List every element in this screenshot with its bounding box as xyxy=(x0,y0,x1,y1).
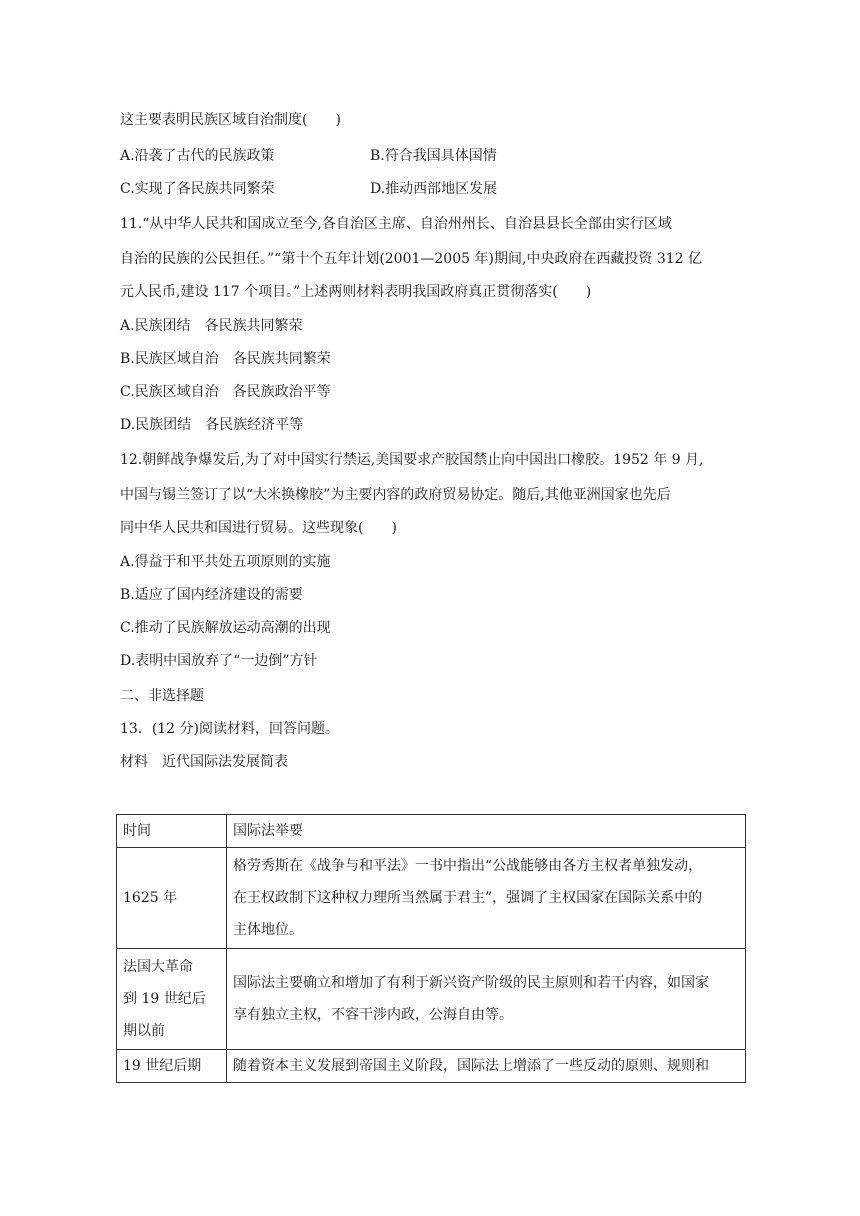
q12-option-c: C.推动了民族解放运动高潮的出现 xyxy=(120,620,331,636)
table-cell-content xyxy=(227,1050,746,1083)
q11-stem-line: 11.“从中华人民共和国成立至今,各自治区主席、自治州州长、自治县县长全部由实行区域 xyxy=(120,216,672,232)
q10-option-c: C.实现了各民族共同繁荣 xyxy=(120,181,275,197)
q12-option-d: D.表明中国放弃了“一边倒”方针 xyxy=(120,653,318,669)
cell-line: 随着资本主义发展到帝国主义阶段，国际法上增添了一些反动的原则、规则和 xyxy=(233,1058,709,1074)
international-law-table xyxy=(116,814,746,1083)
cell-line: 主体地位。 xyxy=(233,922,303,938)
q11-stem-line: 元人民币,建设 117 个项目。”上述两则材料表明我国政府真正贯彻落实( ) xyxy=(120,284,592,300)
cell-line: 19 世纪后期 xyxy=(123,1058,202,1074)
q11-option-d: D.民族团结 各民族经济平等 xyxy=(120,417,304,433)
q11-option-c: C.民族区域自治 各民族政治平等 xyxy=(120,384,331,400)
q12-option-b: B.适应了国内经济建设的需要 xyxy=(120,587,303,603)
cell-line: 国际法主要确立和增加了有利于新兴资产阶级的民主原则和若干内容，如国家 xyxy=(233,975,709,991)
section-heading: 二、非选择题 xyxy=(120,688,204,704)
q10-option-d: D.推动西部地区发展 xyxy=(370,181,498,197)
table-row xyxy=(117,848,746,949)
q12-stem-line: 12.朝鲜战争爆发后,为了对中国实行禁运,美国要求产胶国禁止向中国出口橡胶。1952 年 9 月, xyxy=(120,452,704,468)
cell-line: 1625 年 xyxy=(123,890,178,906)
q12-option-a: A.得益于和平共处五项原则的实施 xyxy=(120,554,331,570)
table-header-cell: 时间 xyxy=(117,815,227,848)
cell-line: 期以前 xyxy=(123,1023,165,1039)
cell-line: 享有独立主权，不容干涉内政，公海自由等。 xyxy=(233,1007,513,1023)
table-header-row xyxy=(117,815,746,848)
q11-option-b: B.民族区域自治 各民族共同繁荣 xyxy=(120,351,331,367)
table-cell-content xyxy=(227,848,746,949)
q13-stem: 13．(12 分)阅读材料，回答问题。 xyxy=(120,721,340,737)
cell-line: 在王权政制下这种权力理所当然属于君主”，强调了主权国家在国际关系中的 xyxy=(233,890,703,906)
table-row xyxy=(117,1050,746,1083)
material-title: 材料 近代国际法发展简表 xyxy=(120,754,288,770)
q10-option-a: A.沿袭了古代的民族政策 xyxy=(120,148,275,164)
q10-stem-tail: 这主要表明民族区域自治制度( ) xyxy=(120,112,341,128)
table-header-cell: 国际法举要 xyxy=(227,815,746,848)
table-cell-time xyxy=(117,949,227,1050)
table-cell-time xyxy=(117,848,227,949)
table-cell-time xyxy=(117,1050,227,1083)
cell-line: 格劳秀斯在《战争与和平法》一书中指出“公战能够由各方主权者单独发动， xyxy=(233,858,703,874)
q12-stem-line: 同中华人民共和国进行贸易。这些现象( ) xyxy=(120,520,397,536)
q12-stem-line: 中国与锡兰签订了以“大米换橡胶”为主要内容的政府贸易协定。随后,其他亚洲国家也先后 xyxy=(120,487,671,503)
table-cell-content xyxy=(227,949,746,1050)
cell-line: 到 19 世纪后 xyxy=(123,991,206,1007)
table-row xyxy=(117,949,746,1050)
q10-option-b: B.符合我国具体国情 xyxy=(370,148,497,164)
cell-line: 法国大革命 xyxy=(123,959,193,975)
q11-stem-line: 自治的民族的公民担任。”“第十个五年计划(2001—2005 年)期间,中央政府在西藏投资 312 亿 xyxy=(120,251,703,267)
q11-option-a: A.民族团结 各民族共同繁荣 xyxy=(120,318,303,334)
